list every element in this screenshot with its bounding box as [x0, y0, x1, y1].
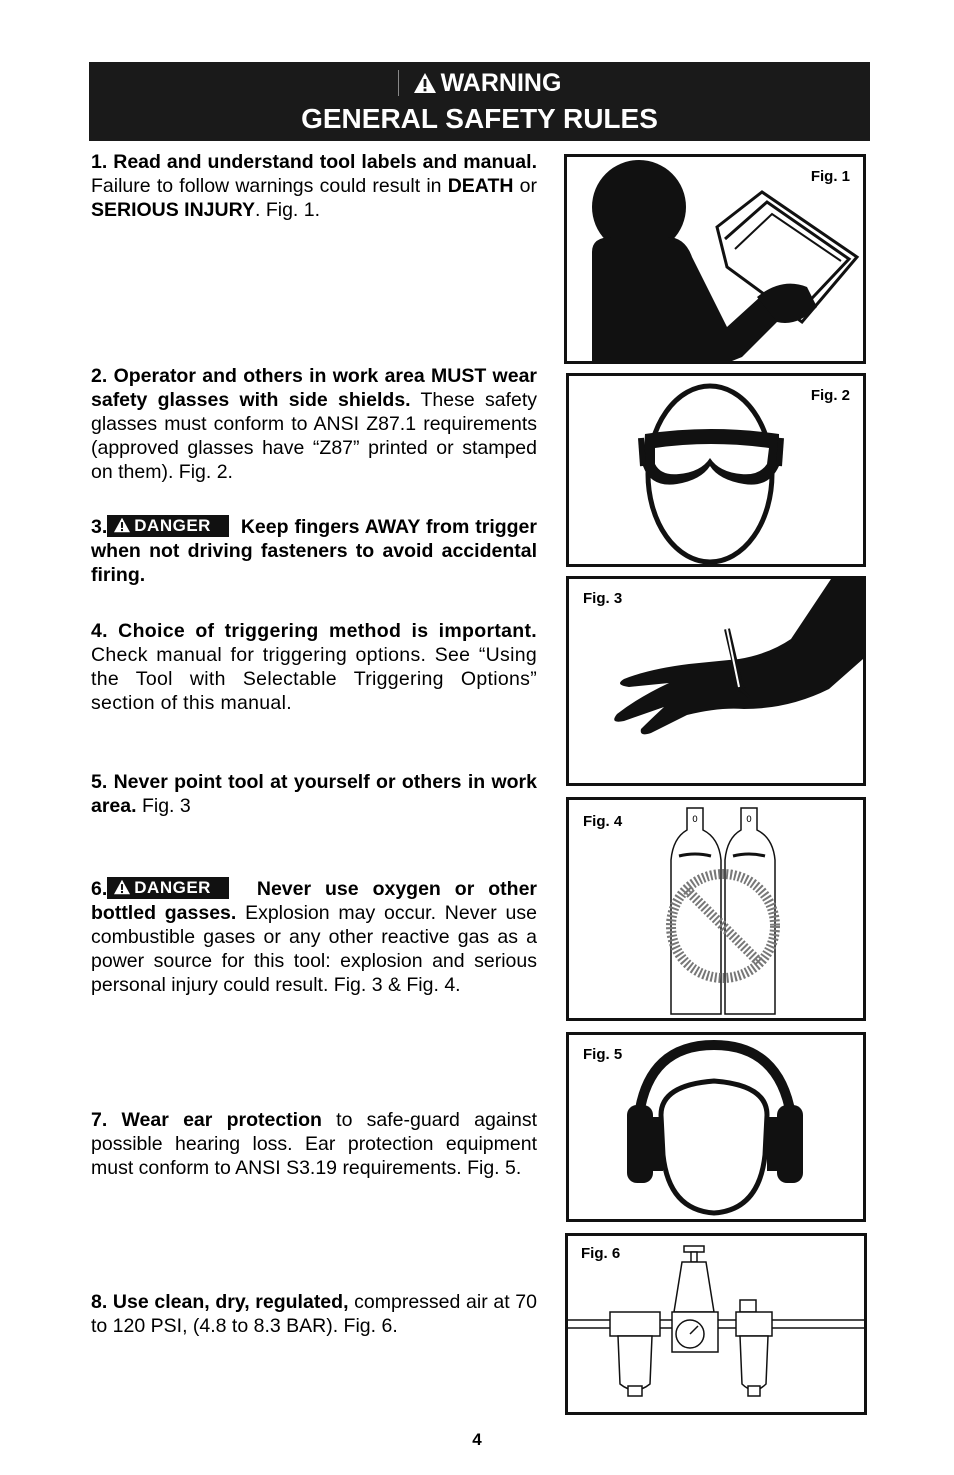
rule-heading: . Operator and others in work area MUST wear safety glasses with side shields.	[91, 365, 537, 411]
reading-person-icon	[567, 157, 863, 361]
rule-text: Explosion may occur. Never use combustible gases or any other reactive gas as a power source for this tool: explosion and serious personal injury could result. Fig. 3 & Fig. 4.	[91, 902, 537, 996]
rule-text: Check manual for triggering options. See “Using the Tool with Selectable Triggering Options” section of this manual.	[91, 644, 537, 714]
rule-text: to safe-guard against possible hearing loss. Ear protection equipment must conform to ANSI S3.19 requirements. Fig. 5.	[91, 1109, 537, 1179]
figure-label: Fig. 4	[583, 813, 623, 830]
rule-emphasis: SERIOUS INJURY	[91, 199, 255, 221]
page-number: 4	[472, 1430, 482, 1449]
rule-heading: 5. Never point tool at yourself or others in work area.	[91, 771, 537, 817]
rule-4	[91, 619, 537, 715]
rule-7	[91, 1108, 537, 1180]
rule-2	[91, 364, 537, 484]
divider	[398, 70, 399, 96]
warning-triangle-icon	[113, 517, 131, 533]
figure-4	[566, 797, 866, 1021]
rule-number: 2	[91, 365, 102, 387]
svg-text:0: 0	[692, 815, 698, 825]
warning-heading	[89, 69, 870, 97]
rule-number: 1.	[91, 151, 108, 173]
rule-heading: Read and understand tool labels and manual.	[107, 151, 537, 173]
figure-2	[566, 373, 866, 567]
rule-text: . Fig. 1.	[254, 199, 321, 221]
rule-number: 3.	[91, 516, 108, 538]
danger-badge	[107, 515, 229, 537]
rule-number: 6.	[91, 878, 108, 900]
rule-heading: 8. Use clean, dry, regulated,	[91, 1291, 349, 1313]
figure-label: Fig. 2	[810, 387, 850, 404]
rule-heading: 4. Choice of triggering method is important.	[91, 620, 537, 642]
rule-8	[91, 1290, 537, 1338]
rule-text: or	[513, 175, 537, 197]
svg-text:0: 0	[746, 815, 752, 825]
rule-emphasis: DEATH	[447, 175, 514, 197]
rule-text: Fig. 3	[136, 795, 191, 817]
figure-6	[565, 1233, 867, 1415]
danger-label: DANGER	[134, 878, 211, 897]
warning-label: WARNING	[440, 69, 562, 97]
figure-5	[566, 1032, 866, 1222]
figure-3	[566, 576, 866, 786]
safety-glasses-face-icon	[569, 376, 863, 564]
rule-text: These safety glasses must conform to ANSI Z87.1 requirements (approved glasses have “Z87” printed or stamped on them). Fig. 2.	[91, 389, 537, 483]
rule-3	[91, 515, 537, 587]
danger-label: DANGER	[134, 516, 211, 535]
figure-label: Fig. 1	[810, 168, 850, 185]
rule-heading: Never use oxygen or other bottled gasses.	[91, 878, 538, 924]
page-title: GENERAL SAFETY RULES	[301, 103, 658, 134]
rule-heading: 7. Wear ear protection	[91, 1109, 322, 1131]
rule-1	[91, 150, 537, 222]
figure-label: Fig. 3	[583, 590, 623, 607]
rule-5	[91, 770, 537, 818]
rule-6	[91, 877, 537, 997]
figure-label: Fig. 6	[581, 1245, 621, 1262]
warning-triangle-icon	[113, 879, 131, 895]
danger-badge	[107, 877, 229, 899]
rule-text: compressed air at 70 to 120 PSI, (4.8 to 8.3 BAR). Fig. 6.	[91, 1291, 537, 1337]
hand-nail-hazard-icon	[569, 579, 863, 783]
header-banner	[89, 62, 870, 141]
figure-label: Fig. 5	[583, 1046, 623, 1063]
rule-text: Failure to follow warnings could result in	[91, 175, 448, 197]
ear-protection-icon	[569, 1035, 863, 1219]
air-regulator-icon	[568, 1236, 864, 1412]
rule-heading: Keep fingers AWAY from trigger when not driving fasteners to avoid accidental firing.	[91, 516, 537, 586]
figure-1	[564, 154, 866, 364]
no-gas-bottles-icon	[569, 800, 863, 1018]
warning-triangle-icon	[413, 72, 437, 94]
